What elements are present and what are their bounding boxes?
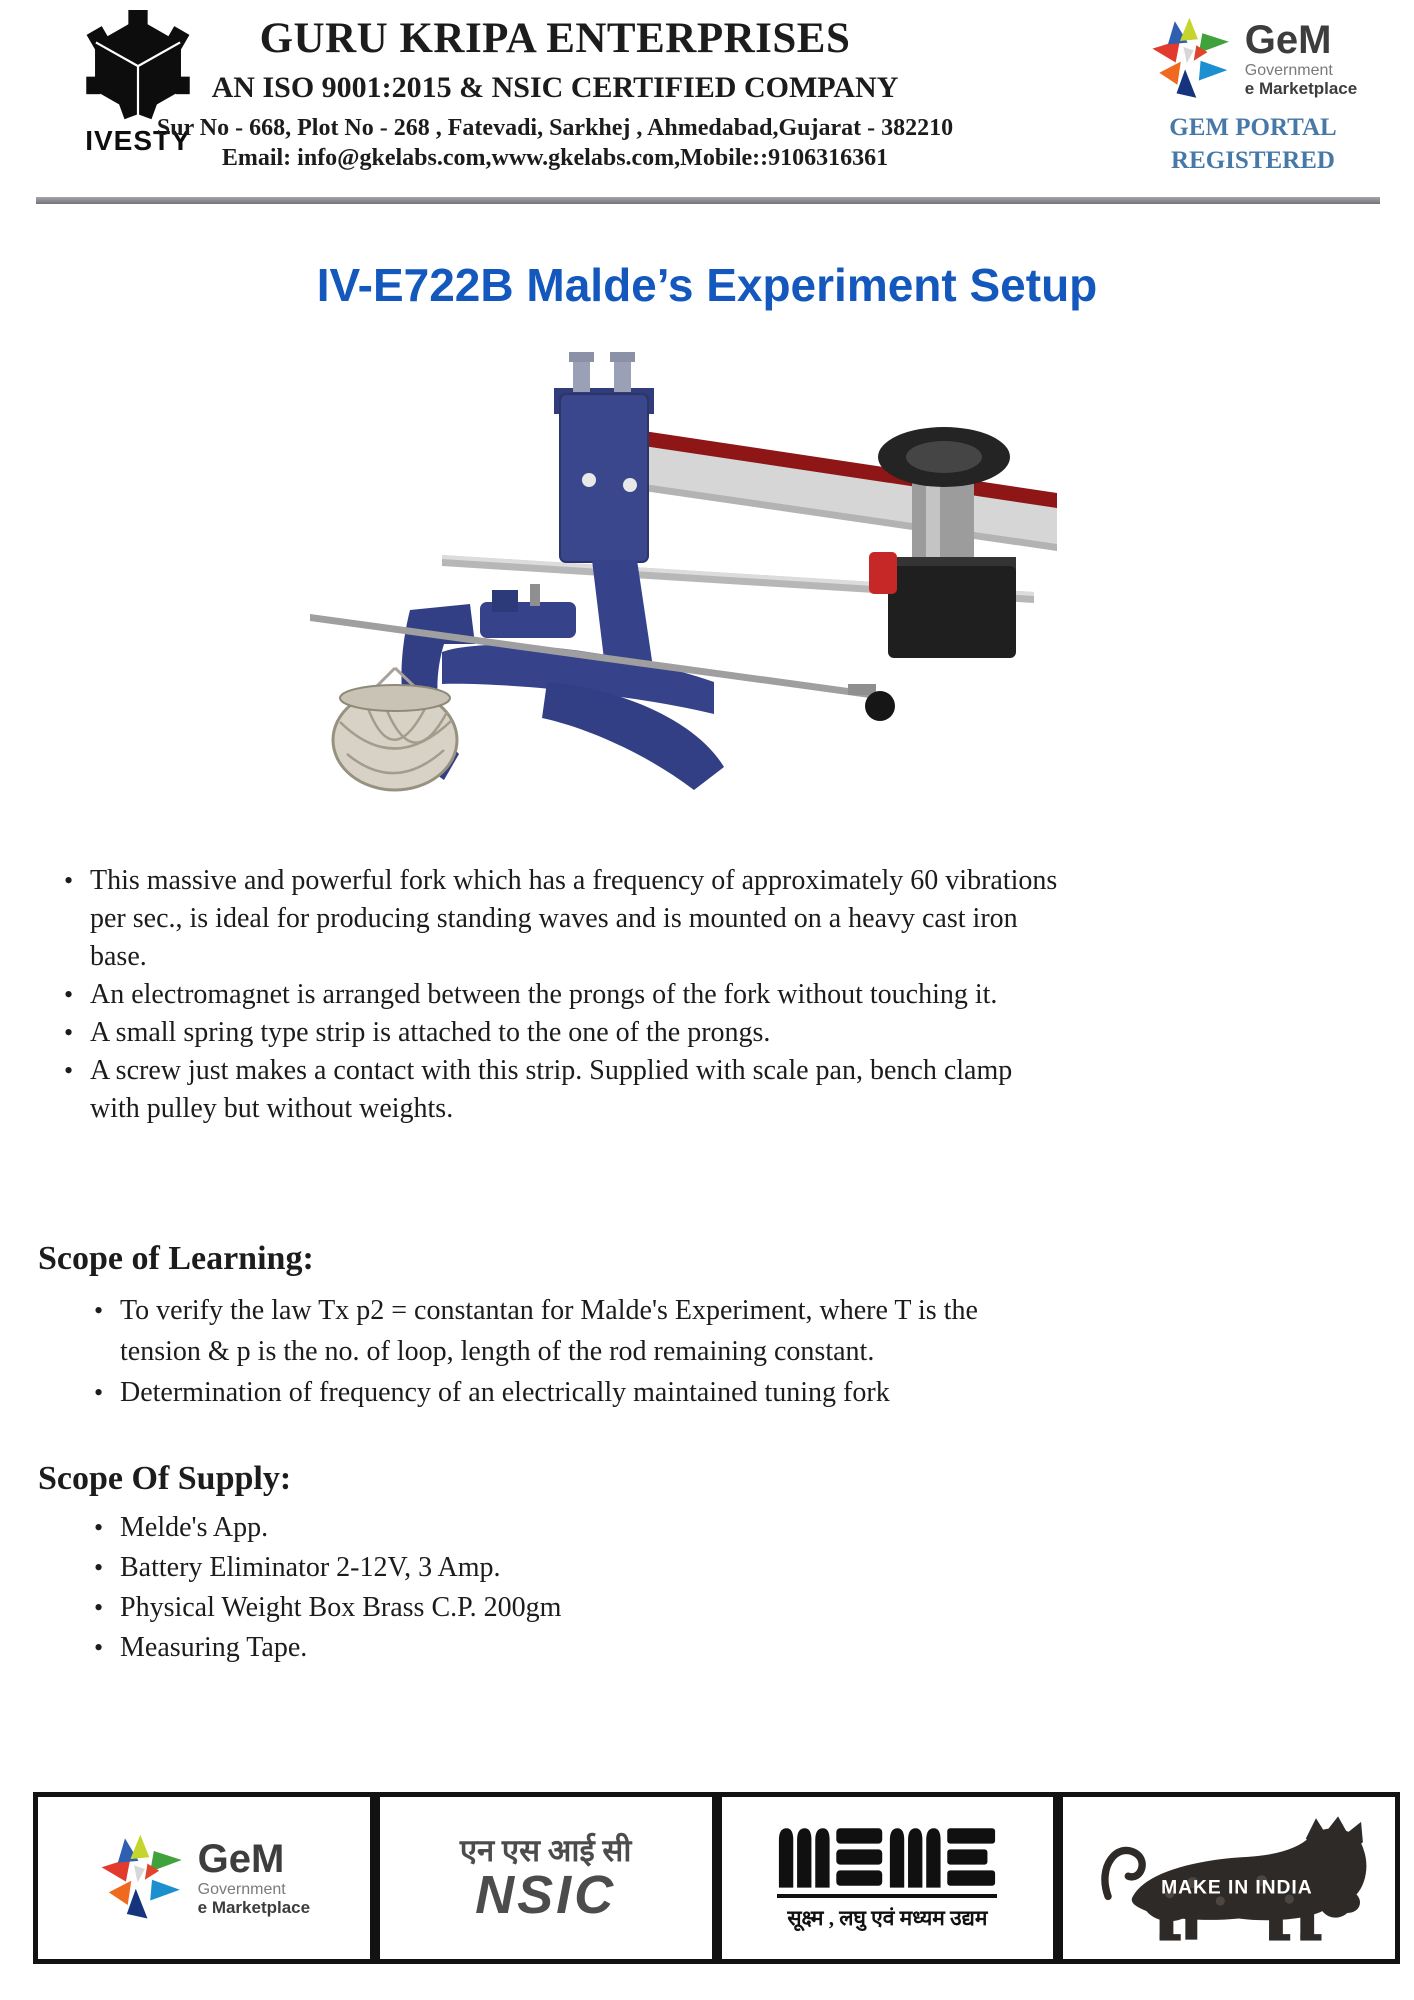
description-item: • A screw just makes a contact with this strip. Supplied with scale pan, bench clamp with pulley but without weights.: [62, 1052, 1062, 1128]
gem-government: Government: [1244, 61, 1333, 79]
footer-msme-cell: [717, 1792, 1059, 1964]
msme-underline: [777, 1894, 997, 1898]
supply-item: • Measuring Tape.: [92, 1628, 1022, 1668]
gem-government: Government: [197, 1880, 286, 1898]
description-item: • A small spring type strip is attached to the one of the prongs.: [62, 1014, 1062, 1052]
certification-logo-strip: [33, 1792, 1400, 1964]
footer-nsic-cell: [375, 1792, 717, 1964]
gem-name: GeM: [197, 1836, 285, 1881]
company-contact: Email: info@gkelabs.com,www.gkelabs.com,Mobile::9106316361: [221, 145, 889, 172]
nsic-logo: [459, 1832, 632, 1926]
company-address: Sur No - 668, Plot No - 268 , Fatevadi, Sarkhej , Ahmedabad,Gujarat - 382210: [156, 115, 954, 142]
gem-portal-registered: GEM PORTAL REGISTERED: [1169, 114, 1337, 174]
gem-name: GeM: [1244, 17, 1332, 62]
msme-hindi-text: सूक्ष्म , लघु एवं मध्यम उद्यम: [787, 1905, 988, 1930]
description-list: [62, 862, 1062, 1128]
company-header: [150, 16, 960, 172]
learning-item: • To verify the law Tx p2 = constantan for Malde's Experiment, where T is the tension & p is the no. of loop, length of the rod remaining constant.: [92, 1290, 1022, 1372]
description-item: • This massive and powerful fork which has a frequency of approximately 60 vibrations per sec., is ideal for producing standing waves and is mounted on a heavy cast iron base.: [62, 862, 1062, 976]
scope-of-supply-heading: Scope Of Supply:: [38, 1460, 292, 1497]
learning-item: • Determination of frequency of an electrically maintained tuning fork: [92, 1372, 1022, 1413]
header-divider: [36, 197, 1380, 204]
footer-gem-cell: [33, 1792, 375, 1964]
supply-item: • Melde's App.: [92, 1508, 1022, 1548]
gem-wordmark: [197, 1836, 311, 1918]
supply-item: • Battery Eliminator 2-12V, 3 Amp.: [92, 1548, 1022, 1588]
ivesty-label: IVESTY: [85, 125, 191, 156]
scope-of-learning-list: [92, 1290, 1022, 1413]
supply-item: • Physical Weight Box Brass C.P. 200gm: [92, 1588, 1022, 1628]
make-in-india-lion-icon: [1077, 1809, 1382, 1947]
msme-bars-icon: [777, 1825, 997, 1889]
company-certification: AN ISO 9001:2015 & NSIC CERTIFIED COMPANY: [211, 71, 899, 105]
gem-star-icon: [98, 1833, 188, 1923]
nsic-hindi-text: एन एस आई सी: [459, 1832, 632, 1868]
make-in-india-label: MAKE IN INDIA: [1160, 1877, 1313, 1899]
gem-wordmark: [1244, 17, 1358, 99]
scope-of-supply-list: [92, 1508, 1022, 1668]
product-photo-meldes-apparatus: [292, 352, 1092, 807]
nsic-latin-text: NSIC: [475, 1865, 617, 1926]
description-item: • An electromagnet is arranged between the prongs of the fork without touching it.: [62, 976, 1062, 1014]
gem-header-block: [1116, 16, 1390, 177]
company-name: GURU KRIPA ENTERPRISES: [259, 15, 851, 62]
gem-star-icon: [1149, 16, 1235, 102]
footer-make-in-india-cell: [1058, 1792, 1400, 1964]
page-title: IV-E722B Malde’s Experiment Setup: [316, 259, 1098, 311]
gem-marketplace: e Marketplace: [1244, 78, 1358, 98]
gem-marketplace: e Marketplace: [197, 1897, 311, 1917]
scope-of-learning-heading: Scope of Learning:: [38, 1240, 314, 1277]
msme-logo: [777, 1825, 997, 1932]
